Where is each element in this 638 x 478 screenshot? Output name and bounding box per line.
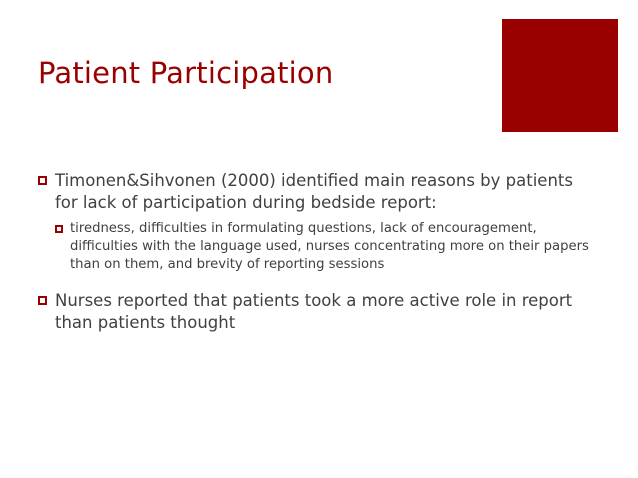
bullet-item (38, 170, 598, 214)
sub-bullet-item (55, 220, 598, 274)
accent-square (502, 19, 618, 132)
bullet-list (38, 170, 598, 334)
bullet-text: Timonen&Sihvonen (2000) identified main reasons by patients for lack of participation during bedside report: (55, 171, 573, 212)
bullet-square-icon (55, 225, 63, 233)
bullet-square-icon (38, 296, 47, 305)
bullet-item (38, 290, 598, 334)
bullet-square-icon (38, 176, 47, 185)
sub-bullet-text: tiredness, difficulties in formulating questions, lack of encouragement, difficulties with the language used, nurses concentrating more on their papers than on them, and brevity of reporting sessions (70, 221, 589, 272)
slide-title: Patient Participation (38, 56, 334, 90)
bullet-text: Nurses reported that patients took a more active role in report than patients thought (55, 291, 573, 332)
